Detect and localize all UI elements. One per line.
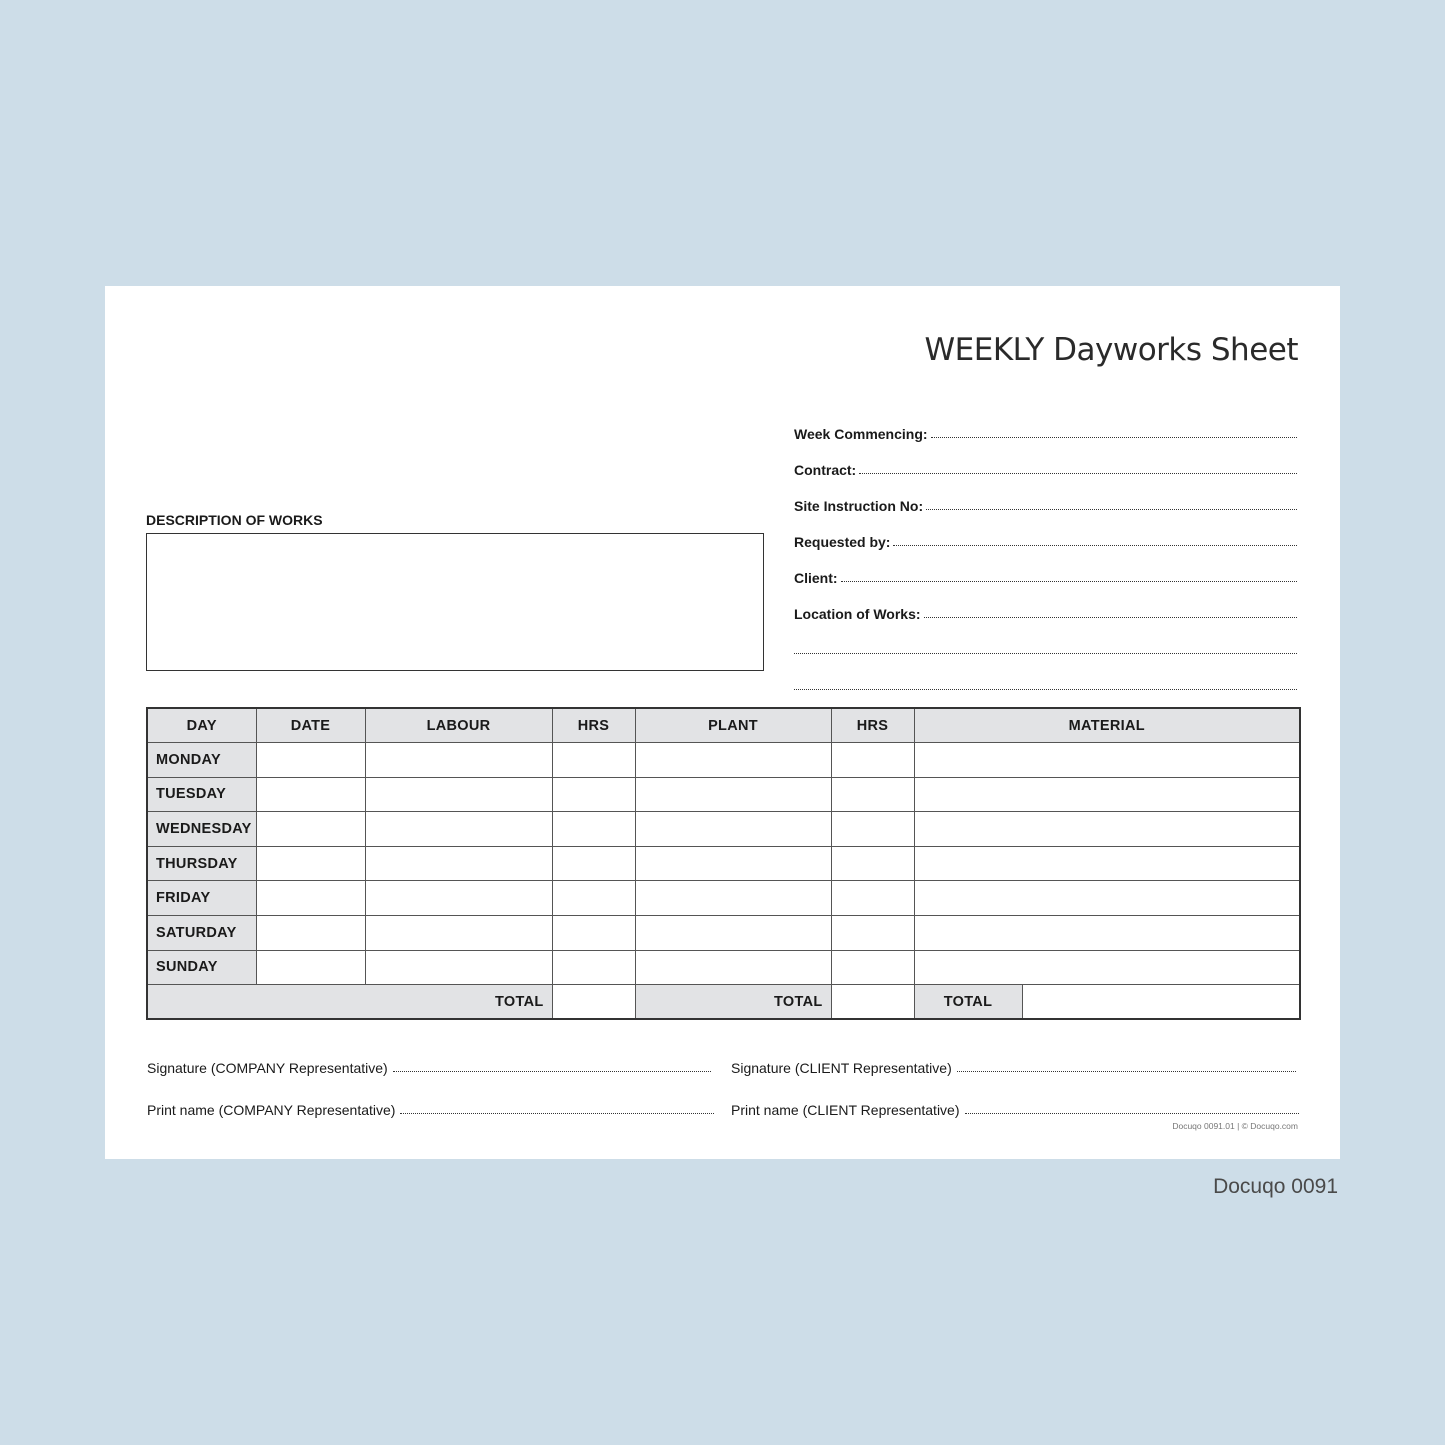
day-cell: FRIDAY [147, 881, 256, 916]
client-print-label: Print name (CLIENT Representative) [731, 1102, 960, 1118]
plant-hrs-cell[interactable] [831, 846, 914, 881]
table-row [147, 846, 1300, 881]
table-row [147, 950, 1300, 985]
labour-total-label: TOTAL [147, 985, 552, 1020]
location-input-line-3[interactable] [794, 688, 1297, 690]
labour-cell[interactable] [365, 743, 552, 778]
plant-cell[interactable] [635, 881, 831, 916]
plant-cell[interactable] [635, 916, 831, 951]
day-cell: THURSDAY [147, 846, 256, 881]
description-label: DESCRIPTION OF WORKS [146, 512, 323, 528]
field-label: Client: [794, 570, 838, 586]
field-client [794, 550, 1297, 586]
header-fields [794, 406, 1297, 694]
date-cell[interactable] [256, 881, 365, 916]
requested-by-input[interactable] [893, 544, 1297, 546]
header-plant: PLANT [635, 708, 831, 743]
labour-hrs-total-cell[interactable] [552, 985, 635, 1020]
labour-cell[interactable] [365, 950, 552, 985]
plant-cell[interactable] [635, 846, 831, 881]
plant-hrs-cell[interactable] [831, 916, 914, 951]
header-labour-hrs: HRS [552, 708, 635, 743]
plant-hrs-cell[interactable] [831, 950, 914, 985]
form-sheet [105, 286, 1340, 1159]
company-print-field [147, 1098, 714, 1118]
material-cell[interactable] [914, 916, 1300, 951]
labour-hrs-cell[interactable] [552, 916, 635, 951]
date-cell[interactable] [256, 743, 365, 778]
plant-cell[interactable] [635, 812, 831, 847]
company-print-input[interactable] [400, 1113, 714, 1114]
document-caption: Docuqo 0091 [1213, 1175, 1338, 1198]
client-print-field [731, 1098, 1299, 1118]
plant-cell[interactable] [635, 743, 831, 778]
field-contract [794, 442, 1297, 478]
client-signature-field [731, 1056, 1296, 1076]
form-title: WEEKLY Dayworks Sheet [924, 332, 1298, 368]
client-signature-label: Signature (CLIENT Representative) [731, 1060, 952, 1076]
total-row [147, 985, 1300, 1020]
field-label: Requested by: [794, 534, 891, 550]
day-cell: MONDAY [147, 743, 256, 778]
plant-hrs-cell[interactable] [831, 881, 914, 916]
plant-hrs-cell[interactable] [831, 777, 914, 812]
location-input-line-2[interactable] [794, 652, 1297, 654]
client-signature-input[interactable] [957, 1071, 1296, 1072]
dayworks-table [146, 707, 1301, 1020]
plant-cell[interactable] [635, 950, 831, 985]
labour-hrs-cell[interactable] [552, 846, 635, 881]
company-signature-field [147, 1056, 711, 1076]
date-cell[interactable] [256, 777, 365, 812]
plant-cell[interactable] [635, 777, 831, 812]
material-total-cell[interactable] [1022, 985, 1300, 1020]
week-commencing-input[interactable] [931, 436, 1297, 438]
labour-hrs-cell[interactable] [552, 950, 635, 985]
field-label: Contract: [794, 462, 857, 478]
labour-hrs-cell[interactable] [552, 812, 635, 847]
header-date: DATE [256, 708, 365, 743]
field-location [794, 586, 1297, 622]
labour-cell[interactable] [365, 916, 552, 951]
company-signature-label: Signature (COMPANY Representative) [147, 1060, 388, 1076]
field-requested-by [794, 514, 1297, 550]
material-cell[interactable] [914, 812, 1300, 847]
date-cell[interactable] [256, 916, 365, 951]
header-day: DAY [147, 708, 256, 743]
description-box[interactable] [146, 533, 764, 671]
field-location-line-2 [794, 622, 1297, 658]
table-row [147, 812, 1300, 847]
client-print-input[interactable] [965, 1113, 1300, 1114]
plant-hrs-cell[interactable] [831, 812, 914, 847]
material-cell[interactable] [914, 743, 1300, 778]
field-label: Location of Works: [794, 606, 921, 622]
labour-cell[interactable] [365, 881, 552, 916]
day-cell: WEDNESDAY [147, 812, 256, 847]
site-instruction-input[interactable] [926, 508, 1297, 510]
table-row [147, 916, 1300, 951]
labour-cell[interactable] [365, 846, 552, 881]
plant-hrs-cell[interactable] [831, 743, 914, 778]
material-cell[interactable] [914, 950, 1300, 985]
field-week-commencing [794, 406, 1297, 442]
table-row [147, 881, 1300, 916]
material-total-label: TOTAL [914, 985, 1022, 1020]
client-input[interactable] [841, 580, 1297, 582]
date-cell[interactable] [256, 812, 365, 847]
location-input[interactable] [924, 616, 1297, 618]
labour-hrs-cell[interactable] [552, 881, 635, 916]
field-location-line-3 [794, 658, 1297, 694]
header-plant-hrs: HRS [831, 708, 914, 743]
field-site-instruction [794, 478, 1297, 514]
date-cell[interactable] [256, 950, 365, 985]
contract-input[interactable] [859, 472, 1297, 474]
labour-cell[interactable] [365, 812, 552, 847]
company-signature-input[interactable] [393, 1071, 711, 1072]
material-cell[interactable] [914, 881, 1300, 916]
table-row [147, 743, 1300, 778]
day-cell: TUESDAY [147, 777, 256, 812]
material-cell[interactable] [914, 846, 1300, 881]
table-header-row [147, 708, 1300, 743]
labour-hrs-cell[interactable] [552, 743, 635, 778]
header-labour: LABOUR [365, 708, 552, 743]
day-cell: SUNDAY [147, 950, 256, 985]
plant-total-label: TOTAL [635, 985, 831, 1020]
day-cell: SATURDAY [147, 916, 256, 951]
labour-hrs-cell[interactable] [552, 777, 635, 812]
plant-hrs-total-cell[interactable] [831, 985, 914, 1020]
labour-cell[interactable] [365, 777, 552, 812]
header-material: MATERIAL [914, 708, 1300, 743]
date-cell[interactable] [256, 846, 365, 881]
table-row [147, 777, 1300, 812]
footer-code: Docuqo 0091.01 | © Docuqo.com [1172, 1121, 1298, 1131]
material-cell[interactable] [914, 777, 1300, 812]
field-label: Week Commencing: [794, 426, 928, 442]
company-print-label: Print name (COMPANY Representative) [147, 1102, 396, 1118]
field-label: Site Instruction No: [794, 498, 924, 514]
